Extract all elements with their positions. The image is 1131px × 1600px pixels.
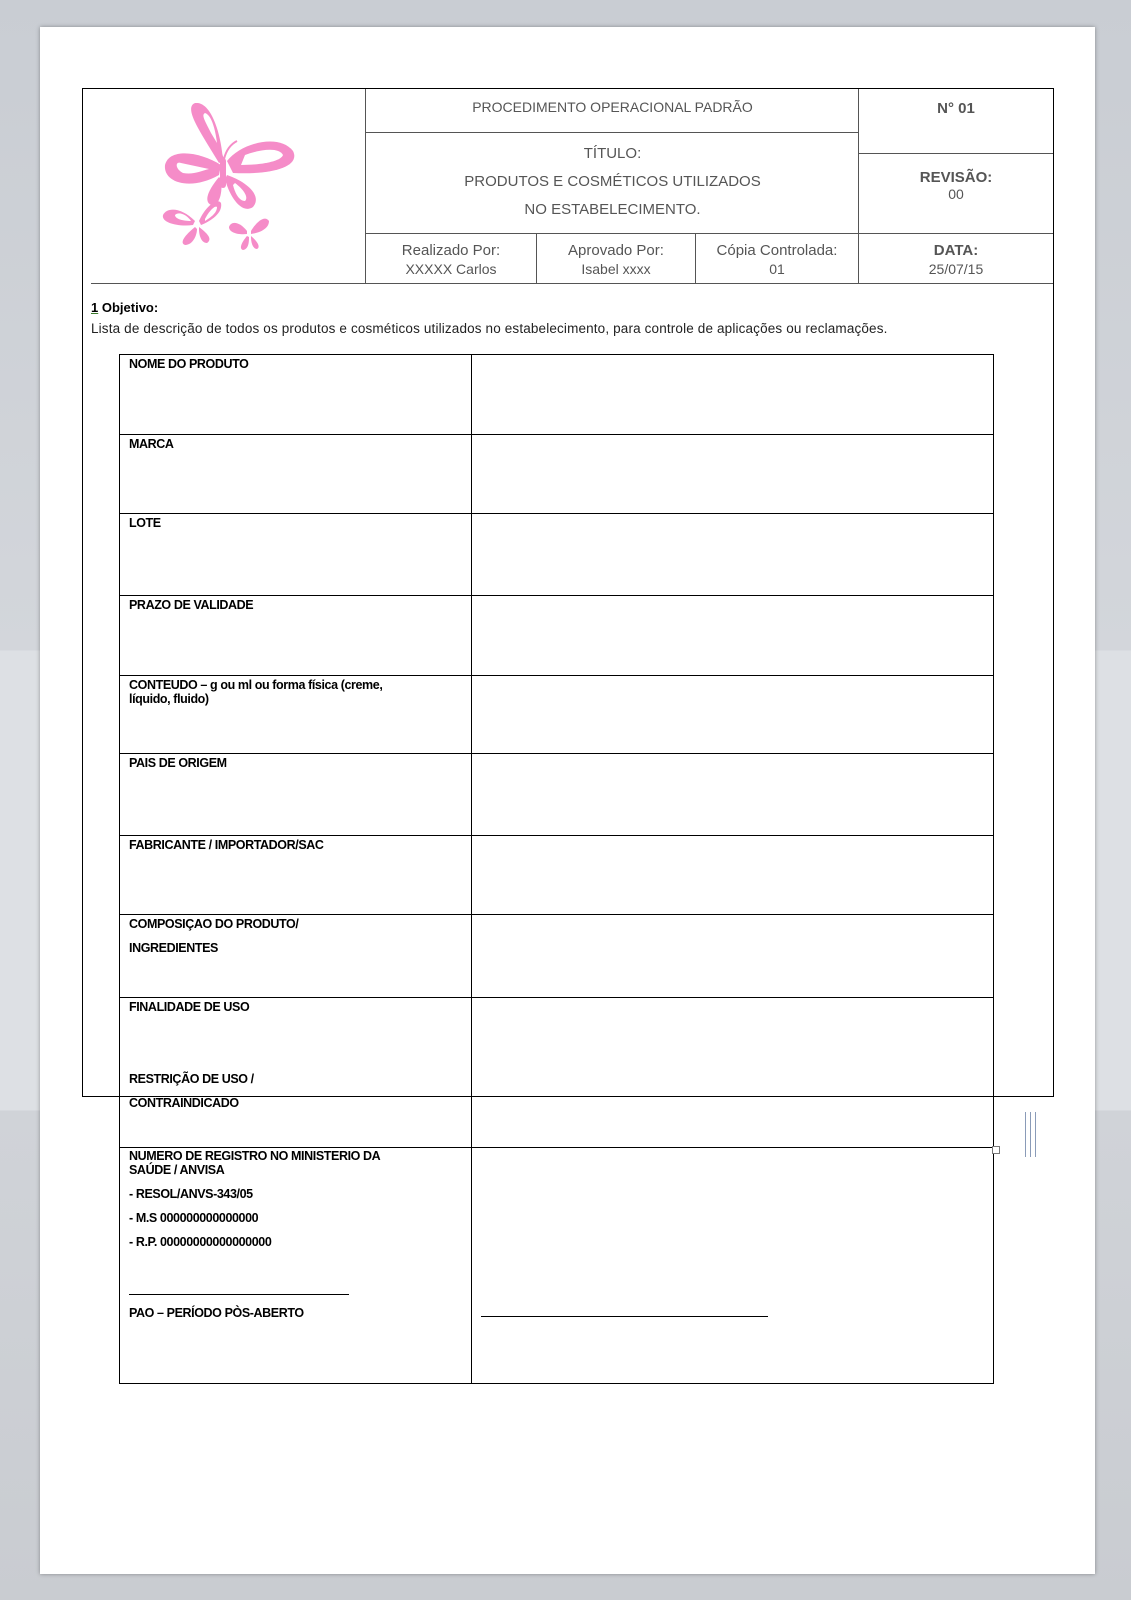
revision-value: 00 (948, 186, 964, 202)
procedure-title: PROCEDIMENTO OPERACIONAL PADRÃO (472, 99, 753, 115)
lot-field[interactable] (471, 514, 993, 596)
composition-label (120, 915, 472, 998)
approved-by-value: Isabel xxxx (581, 261, 651, 277)
header-table (83, 89, 1053, 284)
date-value: 25/07/15 (928, 261, 984, 277)
product-form-table (119, 354, 994, 1384)
controlled-copy-label: Cópia Controlada: (716, 242, 838, 259)
table-row (120, 998, 994, 1148)
document-number: N° 01 (937, 100, 975, 117)
purpose-label: FINALIDADE DE USO (129, 1000, 250, 1014)
table-resize-handle[interactable] (992, 1146, 1000, 1154)
butterfly-logo-icon (161, 103, 301, 253)
content-label (120, 676, 472, 754)
objective-title: Objetivo: (101, 300, 159, 315)
document-page (40, 27, 1095, 1574)
registry-label-line-1: NUMERO DE REGISTRO NO MINISTERIO DA (129, 1149, 381, 1163)
expiry-label: PRAZO DE VALIDADE (120, 596, 472, 676)
registry-field[interactable] (471, 1148, 993, 1384)
made-by-value: XXXXX Carlos (405, 261, 497, 277)
date-cell (859, 235, 1053, 283)
composition-label-line-2: INGREDIENTES (129, 941, 218, 955)
lot-label: LOTE (120, 514, 472, 596)
composition-field[interactable] (471, 915, 993, 998)
table-row (120, 596, 994, 676)
composition-label-line-1: COMPOSIÇAO DO PRODUTO/ (129, 917, 299, 931)
title-line-2: NO ESTABELECIMENTO. (524, 201, 701, 218)
rp-label: - R.P. 00000000000000000 (129, 1235, 272, 1249)
controlled-copy-value: 01 (769, 261, 785, 277)
objective-heading (91, 300, 158, 315)
table-row (120, 355, 994, 435)
objective-text: Lista de descrição de todos os produtos e cosméticos utilizados no estabelecimento, para controle de aplicações ou reclamações. (91, 321, 888, 336)
made-by-cell (366, 235, 536, 283)
restriction-label-line-2: CONTRAINDICADO (129, 1096, 239, 1110)
product-name-label: NOME DO PRODUTO (120, 355, 472, 435)
expiry-field[interactable] (471, 596, 993, 676)
content-field[interactable] (471, 676, 993, 754)
origin-field[interactable] (471, 754, 993, 836)
signature-line (481, 1316, 768, 1317)
made-by-label: Realizado Por: (401, 242, 501, 259)
revision-label: REVISÃO: (919, 169, 993, 186)
table-row (120, 836, 994, 915)
table-row (120, 514, 994, 596)
controlled-copy-cell (696, 235, 858, 283)
approved-by-cell (537, 235, 695, 283)
registry-label-line-2: SAÚDE / ANVISA (129, 1163, 225, 1177)
table-row (120, 915, 994, 998)
pao-label: PAO – PERÍODO PÒS-ABERTO (129, 1306, 304, 1320)
document-frame (82, 88, 1054, 1320)
date-label: DATA: (933, 242, 979, 259)
purpose-restriction-label (120, 998, 472, 1148)
signature-line (129, 1294, 349, 1295)
resol-label: - RESOL/ANVS-343/05 (129, 1187, 253, 1201)
objective-number: 1 (91, 300, 99, 315)
brand-label: MARCA (120, 435, 472, 514)
revision-cell (859, 155, 1053, 233)
content-label-line-2: líquido, fluido) (129, 692, 209, 706)
approved-by-label: Aprovado Por: (568, 242, 664, 259)
content-label-line-1: CONTEUDO – g ou ml ou forma física (creme, (129, 678, 383, 692)
title-label: TÍTULO: (583, 145, 642, 162)
restriction-label-line-1: RESTRIÇÃO DE USO / (129, 1072, 254, 1086)
table-row (120, 754, 994, 836)
ms-label: - M.S 000000000000000 (129, 1211, 259, 1225)
product-name-field[interactable] (471, 355, 993, 435)
scroll-grip-icon[interactable] (1025, 1112, 1037, 1157)
manufacturer-label: FABRICANTE / IMPORTADOR/SAC (120, 836, 472, 915)
purpose-restriction-field[interactable] (471, 998, 993, 1148)
manufacturer-field[interactable] (471, 836, 993, 915)
brand-field[interactable] (471, 435, 993, 514)
document-title (366, 134, 859, 234)
table-row (120, 676, 994, 754)
table-row (120, 435, 994, 514)
registry-label (120, 1148, 472, 1384)
title-line-1: PRODUTOS E COSMÉTICOS UTILIZADOS (464, 173, 761, 190)
origin-label: PAIS DE ORIGEM (120, 754, 472, 836)
table-row (120, 1148, 994, 1384)
